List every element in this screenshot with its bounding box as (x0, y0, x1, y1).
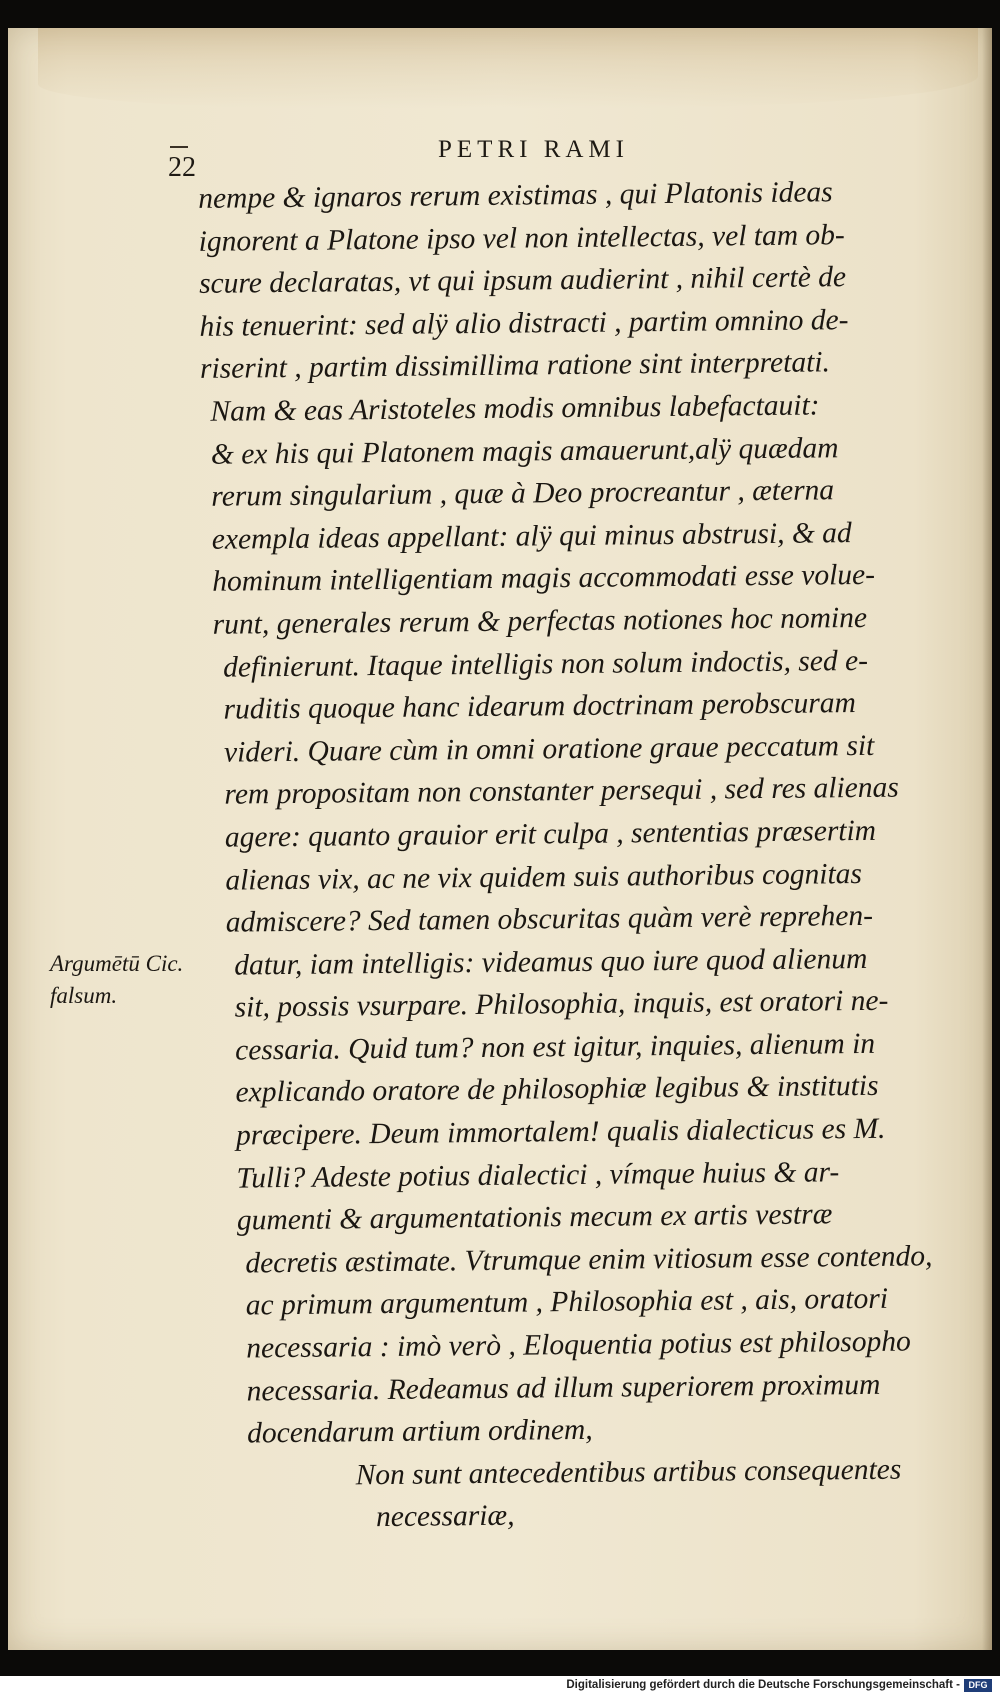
text-line: rem propositam non constanter persequi , sed res alienas (224, 771, 899, 811)
dfg-logo-icon: DFG (964, 1679, 992, 1692)
water-stain (38, 28, 978, 108)
text-line: explicando oratore de philosophiæ legibus & institutis (235, 1070, 879, 1110)
quote-line: Non sunt antecedentibus artibus consequentes (355, 1453, 902, 1492)
text-line: Tulli? Adeste potius dialectici , vímque huius & ar- (236, 1155, 840, 1195)
text-line: necessaria : imò verò , Eloquentia potius est philosopho (246, 1325, 911, 1365)
text-line: ruditis quoque hanc idearum doctrinam perobscuram (223, 687, 857, 726)
text-line: definierunt. Itaque intelligis non solum indoctis, sed e- (222, 644, 869, 684)
text-line: docendarum artium ordinem, (246, 1414, 593, 1450)
running-head: PETRI RAMI (438, 136, 629, 163)
marginal-note-line: falsum. (50, 983, 118, 1008)
marginal-note (50, 948, 183, 1012)
text-line: scure declaratas, vt qui ipsum audierint , nihil certè de (198, 261, 847, 301)
text-line: ignorent a Platone ipso vel non intellectas, vel tam ob- (198, 218, 845, 258)
body-text (190, 170, 974, 1541)
text-line: rerum singularium , quæ à Deo procreantur , æterna (211, 474, 835, 513)
text-line: his tenuerint: sed alÿ alio distracti , partim omnino de- (199, 303, 849, 343)
text-line: alienas vix, ac ne vix quidem suis authoribus cognitas (225, 857, 863, 897)
text-line: admiscere? Sed tamen obscuritas quàm verè reprehen- (225, 899, 874, 939)
text-line: ac primum argumentum , Philosophia est , ais, oratori (245, 1283, 889, 1322)
text-line: runt, generales rerum & perfectas notiones hoc nomine (212, 601, 868, 641)
text-line: agere: quanto grauior erit culpa , sententias præsertim (224, 814, 877, 854)
text-line: hominum intelligentiam magis accommodati esse volue- (212, 559, 876, 599)
text-line: riserint , partim dissimillima ratione sint interpretati. (199, 346, 831, 386)
text-line: & ex his qui Platonem magis amauerunt,alÿ quædam (210, 431, 839, 471)
text-line: necessaria. Redeamus ad illum superiorem proximum (246, 1368, 881, 1408)
text-line: præcipere. Deum immortalem! qualis dialecticus es M. (235, 1112, 886, 1152)
text-line: sit, possis vsurpare. Philosophia, inquis, est oratori ne- (234, 985, 889, 1024)
text-line: videri. Quare cùm in omni oratione graue peccatum sit (223, 729, 875, 769)
text-line: exempla ideas appellant: alÿ qui minus abstrusi, & ad (211, 516, 852, 556)
text-line: cessaria. Quid tum? non est igitur, inquies, alienum in (234, 1027, 876, 1067)
page-number: 22 (168, 152, 196, 183)
text-line: nempe & ignaros rerum existimas , qui Platonis ideas (198, 176, 833, 215)
digitization-credit: Digitalisierung gefördert durch die Deutsche Forschungsgemeinschaft - (566, 1679, 960, 1691)
marginal-note-line: Argumētū Cic. (50, 951, 184, 976)
page-edge-shadow (982, 28, 992, 1650)
quote-line: necessariæ, (375, 1500, 515, 1534)
text-line: datur, iam intelligis: videamus quo iure quod alienum (234, 942, 868, 982)
text-line: Nam & eas Aristoteles modis omnibus labefactauit: (210, 389, 820, 428)
text-line: decretis æstimate. Vtrumque enim vitiosum esse contendo, (245, 1240, 933, 1280)
text-line: gumenti & argumentationis mecum ex artis vestræ (236, 1198, 833, 1237)
